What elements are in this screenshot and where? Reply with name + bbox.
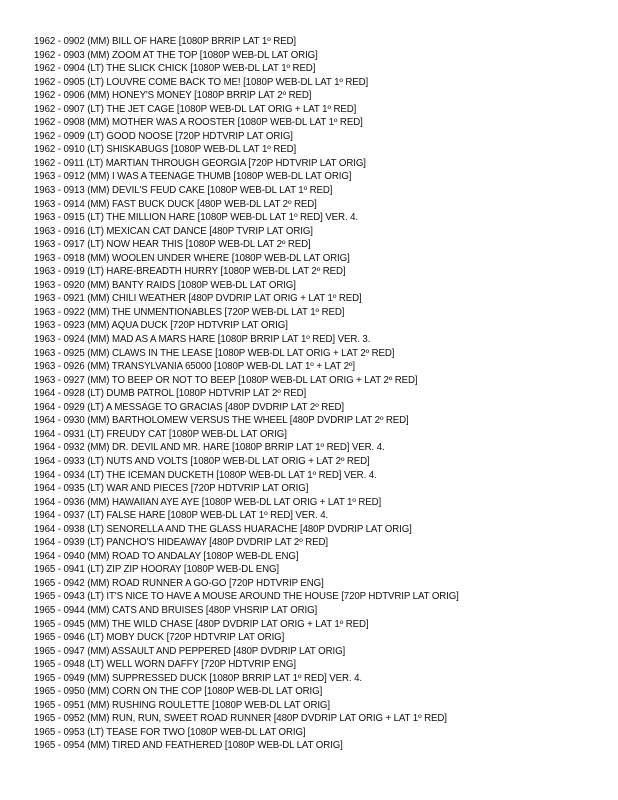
list-item: 1963 - 0920 (MM) BANTY RAIDS [1080P WEB-DL LAT ORIG]	[34, 279, 296, 291]
list-item: 1964 - 0937 (LT) FALSE HARE [1080P WEB-DL LAT 1º RED] VER. 4.	[34, 510, 329, 522]
list-item: 1964 - 0932 (MM) DR. DEVIL AND MR. HARE [1080P BRRIP LAT 1º RED] VER. 4.	[34, 442, 385, 454]
list-item: 1962 - 0905 (LT) LOUVRE COME BACK TO ME! [1080P WEB-DL LAT 1º RED]	[34, 76, 369, 88]
list-item: 1964 - 0928 (LT) DUMB PATROL [1080P HDTVRIP LAT 2º RED]	[34, 388, 307, 400]
list-item: 1965 - 0950 (MM) CORN ON THE COP [1080P WEB-DL LAT ORIG]	[34, 686, 323, 698]
list-item: 1965 - 0951 (MM) RUSHING ROULETTE [1080P WEB-DL LAT ORIG]	[34, 699, 330, 711]
list-item: 1963 - 0919 (LT) HARE-BREADTH HURRY [1080P WEB-DL LAT 2º RED]	[34, 266, 346, 278]
list-item: 1964 - 0939 (LT) PANCHO'S HIDEAWAY [480P DVDRIP LAT 2º RED]	[34, 537, 328, 549]
list-item: 1962 - 0907 (LT) THE JET CAGE [1080P WEB-DL LAT ORIG + LAT 1º RED]	[34, 103, 357, 115]
list-item: 1964 - 0938 (LT) SENORELLA AND THE GLASS HUARACHE [480P DVDRIP LAT ORIG]	[34, 523, 412, 535]
list-item: 1965 - 0945 (MM) THE WILD CHASE [480P DVDRIP LAT ORIG + LAT 1º RED]	[34, 618, 369, 630]
cartoon-list	[34, 35, 459, 753]
list-item: 1965 - 0948 (LT) WELL WORN DAFFY [720P HDTVRIP ENG]	[34, 659, 296, 671]
list-item: 1965 - 0943 (LT) IT'S NICE TO HAVE A MOUSE AROUND THE HOUSE [720P HDTVRIP LAT ORIG]	[34, 591, 459, 603]
list-item: 1964 - 0936 (MM) HAWAIIAN AYE AYE [1080P WEB-DL LAT ORIG + LAT 1º RED]	[34, 496, 382, 508]
list-item: 1963 - 0923 (MM) AQUA DUCK [720P HDTVRIP LAT ORIG]	[34, 320, 288, 332]
list-item: 1963 - 0918 (MM) WOOLEN UNDER WHERE [1080P WEB-DL LAT ORIG]	[34, 252, 350, 264]
list-item: 1963 - 0922 (MM) THE UNMENTIONABLES [720P WEB-DL LAT 1º RED]	[34, 306, 345, 318]
list-item: 1964 - 0935 (LT) WAR AND PIECES [720P HDTVRIP LAT ORIG]	[34, 483, 309, 495]
list-item: 1963 - 0913 (MM) DEVIL'S FEUD CAKE [1080P WEB-DL LAT 1º RED]	[34, 185, 333, 197]
list-item: 1963 - 0924 (MM) MAD AS A MARS HARE [1080P BRRIP LAT 1º RED] VER. 3.	[34, 334, 371, 346]
list-item: 1965 - 0953 (LT) TEASE FOR TWO [1080P WEB-DL LAT ORIG]	[34, 726, 306, 738]
list-item: 1963 - 0912 (MM) I WAS A TEENAGE THUMB [1080P WEB-DL LAT ORIG]	[34, 171, 352, 183]
list-item: 1964 - 0930 (MM) BARTHOLOMEW VERSUS THE WHEEL [480P DVDRIP LAT 2º RED]	[34, 415, 409, 427]
list-item: 1962 - 0902 (MM) BILL OF HARE [1080P BRRIP LAT 1º RED]	[34, 36, 296, 47]
list-item: 1965 - 0941 (LT) ZIP ZIP HOORAY [1080P WEB-DL ENG]	[34, 564, 279, 576]
list-item: 1963 - 0915 (LT) THE MILLION HARE [1080P WEB-DL LAT 1º RED] VER. 4.	[34, 212, 359, 224]
list-item: 1963 - 0917 (LT) NOW HEAR THIS [1080P WEB-DL LAT 2º RED]	[34, 239, 311, 251]
list-item: 1963 - 0914 (MM) FAST BUCK DUCK [480P WEB-DL LAT 2º RED]	[34, 198, 317, 210]
list-item: 1965 - 0952 (MM) RUN, RUN, SWEET ROAD RUNNER [480P DVDRIP LAT ORIG + LAT 1º RED]	[34, 713, 447, 725]
list-item: 1965 - 0946 (LT) MOBY DUCK [720P HDTVRIP LAT ORIG]	[34, 632, 285, 644]
list-item: 1965 - 0944 (MM) CATS AND BRUISES [480P VHSRIP LAT ORIG]	[34, 604, 318, 616]
list-item: 1963 - 0926 (MM) TRANSYLVANIA 65000 [1080P WEB-DL LAT 1º + LAT 2º]	[34, 361, 355, 373]
list-item: 1964 - 0940 (MM) ROAD TO ANDALAY [1080P WEB-DL ENG]	[34, 550, 299, 562]
list-item: 1962 - 0909 (LT) GOOD NOOSE [720P HDTVRIP LAT ORIG]	[34, 130, 293, 142]
list-item: 1965 - 0954 (MM) TIRED AND FEATHERED [1080P WEB-DL LAT ORIG]	[34, 740, 343, 752]
list-item: 1963 - 0916 (LT) MEXICAN CAT DANCE [480P TVRIP LAT ORIG]	[34, 225, 313, 237]
list-item: 1964 - 0933 (LT) NUTS AND VOLTS [1080P WEB-DL LAT ORIG + LAT 2º RED]	[34, 455, 370, 467]
list-item: 1964 - 0931 (LT) FREUDY CAT [1080P WEB-DL LAT ORIG]	[34, 428, 287, 440]
list-item: 1964 - 0934 (LT) THE ICEMAN DUCKETH [1080P WEB-DL LAT 1º RED] VER. 4.	[34, 469, 377, 481]
list-item: 1962 - 0908 (MM) MOTHER WAS A ROOSTER [1080P WEB-DL LAT 1º RED]	[34, 117, 363, 129]
list-item: 1962 - 0910 (LT) SHISKABUGS [1080P WEB-DL LAT 1º RED]	[34, 144, 297, 156]
list-item: 1962 - 0906 (MM) HONEY'S MONEY [1080P BRRIP LAT 2º RED]	[34, 90, 312, 102]
list-item: 1962 - 0904 (LT) THE SLICK CHICK [1080P WEB-DL LAT 1º RED]	[34, 63, 316, 75]
list-item: 1965 - 0942 (MM) ROAD RUNNER A GO-GO [720P HDTVRIP ENG]	[34, 577, 324, 589]
list-item: 1965 - 0949 (MM) SUPPRESSED DUCK [1080P BRRIP LAT 1º RED] VER. 4.	[34, 672, 362, 684]
list-item: 1962 - 0911 (LT) MARTIAN THROUGH GEORGIA [720P HDTVRIP LAT ORIG]	[34, 157, 366, 169]
list-item: 1965 - 0947 (MM) ASSAULT AND PEPPERED [480P DVDRIP LAT ORIG]	[34, 645, 346, 657]
list-item: 1963 - 0921 (MM) CHILI WEATHER [480P DVDRIP LAT ORIG + LAT 1º RED]	[34, 293, 362, 305]
list-item: 1963 - 0927 (MM) TO BEEP OR NOT TO BEEP [1080P WEB-DL LAT ORIG + LAT 2º RED]	[34, 374, 418, 386]
list-item: 1962 - 0903 (MM) ZOOM AT THE TOP [1080P WEB-DL LAT ORIG]	[34, 49, 318, 61]
list-item: 1964 - 0929 (LT) A MESSAGE TO GRACIAS [480P DVDRIP LAT 2º RED]	[34, 401, 344, 413]
list-item: 1963 - 0925 (MM) CLAWS IN THE LEASE [1080P WEB-DL LAT ORIG + LAT 2º RED]	[34, 347, 395, 359]
